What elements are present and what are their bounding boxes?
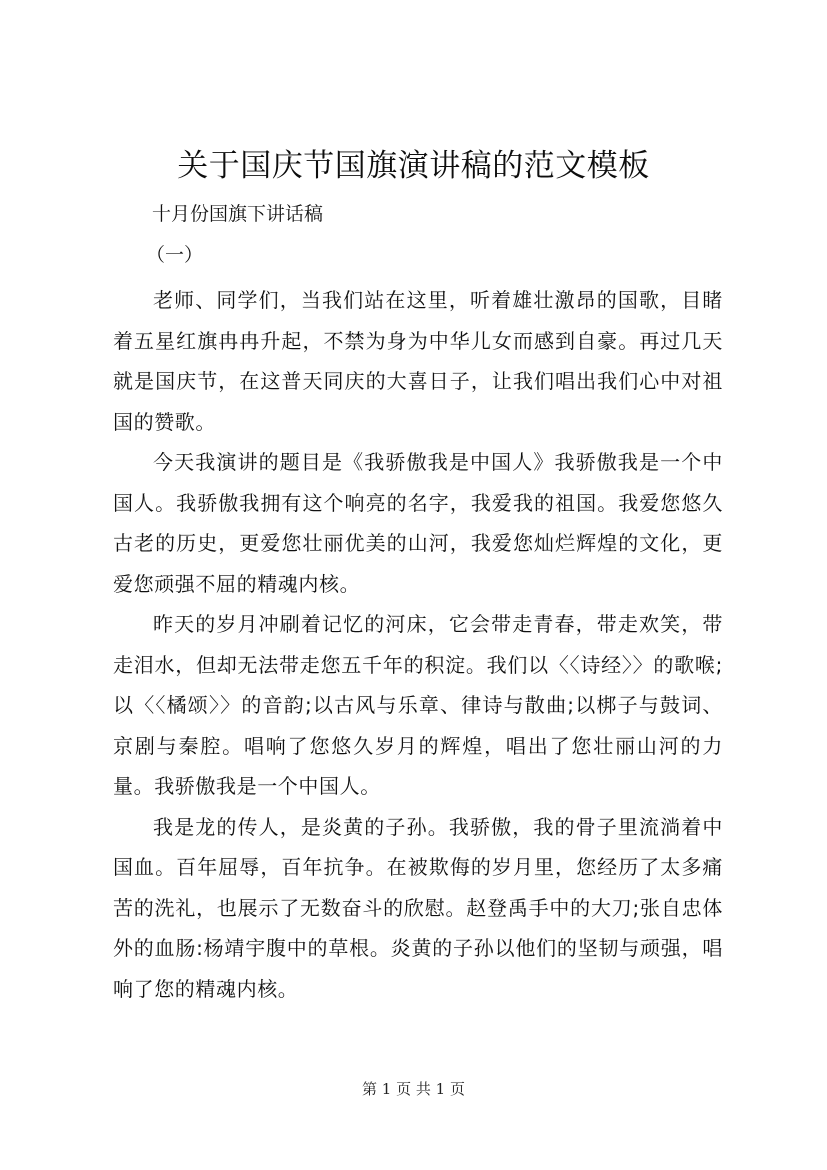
document-title: 关于国庆节国旗演讲稿的范文模板 xyxy=(177,148,650,184)
document-subtitle: 十月份国旗下讲话稿 xyxy=(152,203,324,225)
paragraph: 今天我演讲的题目是《我骄傲我是中国人》我骄傲我是一个中国人。我骄傲我拥有这个响亮的名字，我爱我的祖国。我爱您悠久古老的历史，更爱您壮丽优美的山河，我爱您灿烂辉煌的文化，更爱您顽强不屈的精魂内核。 xyxy=(113,450,723,596)
document-body xyxy=(113,280,723,1009)
paragraph: 老师、同学们，当我们站在这里，听着雄壮激昂的国歌，目睹着五星红旗冉冉升起，不禁为身为中华儿女而感到自豪。再过几天就是国庆节，在这普天同庆的大喜日子，让我们唱出我们心中对祖国的赞歌。 xyxy=(113,288,723,434)
paragraph: 我是龙的传人，是炎黄的子孙。我骄傲，我的骨子里流淌着中国血。百年屈辱，百年抗争。在被欺侮的岁月里，您经历了太多痛苦的洗礼，也展示了无数奋斗的欣慰。赵登禹手中的大刀;张自忠体外的血肠:杨靖宇腹中的草根。炎黄的子孙以他们的坚韧与顽强，唱响了您的精魂内核。 xyxy=(113,814,723,1001)
page-footer: 第 1 页 共 1 页 xyxy=(362,1080,465,1098)
paragraph: 昨天的岁月冲刷着记忆的河床，它会带走青春，带走欢笑，带走泪水，但却无法带走您五千年的积淀。我们以〈〈诗经〉〉的歌喉;以〈〈橘颂〉〉的音韵;以古风与乐章、律诗与散曲;以梆子与鼓词、京剧与秦腔。唱响了您悠久岁月的辉煌，唱出了您壮丽山河的力量。我骄傲我是一个中国人。 xyxy=(113,612,723,798)
section-number: （一） xyxy=(146,244,204,266)
